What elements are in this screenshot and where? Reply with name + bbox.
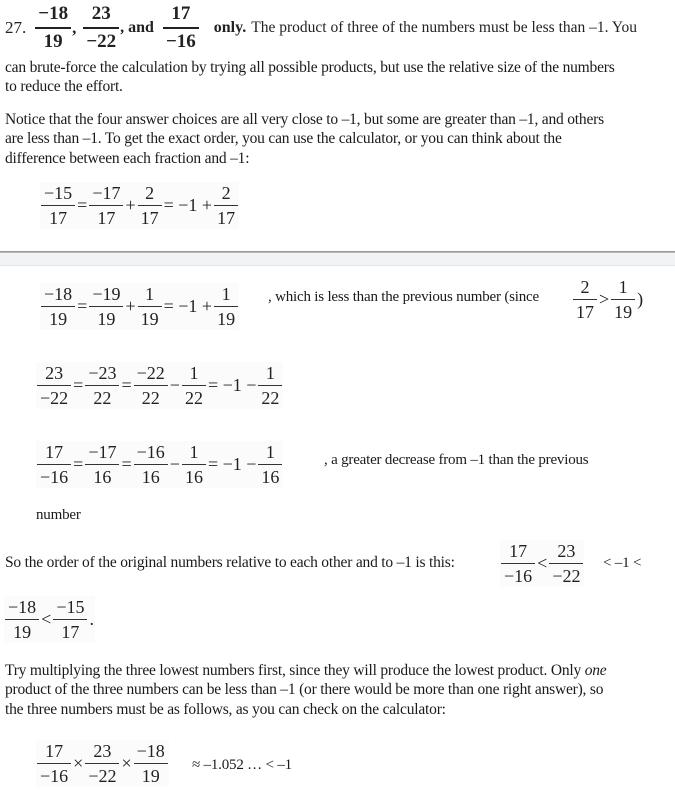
notice-line-2: are less than –1. To get the exact order, you can use the calculator, or you can think about the [5,130,562,147]
equation-4-comment-cont: number [36,507,81,523]
intro-line-2: can brute-force the calculation by trying all possible products, but use the relative size of the numbers [5,59,615,76]
order-expression-part-2: $\frac{-18}{19}$ < $\frac{-15}{17}$ . [4,596,95,643]
comparison-2-17-gt-1-19: $\frac{2}{17}$ > $\frac{1}{19}$ ) [572,276,644,323]
answer-fraction: $\frac{-18}{19}$ [35,2,71,54]
equation-4-comment: , a greater decrease from –1 than the previous [324,452,589,468]
product-expression: $\frac{17}{-16}$ × $\frac{23}{-22}$ × $\frac{-18}{19}$ [36,740,169,787]
equation-17-over-minus16: $\frac{17}{-16}$ = $\frac{-17}{16}$ = $\frac{-16}{16}$ − $\frac{1}{16}$ = −1 − $\frac{1}{16}$ [36,441,283,488]
product-result: ≈ –1.052 … < –1 [192,757,292,773]
conclusion-line-3: the three numbers must be as follows, as you can check on the calculator: [5,701,446,718]
notice-line-3: difference between each fraction and –1: [5,150,250,167]
conclusion-line-1: Try multiplying the three lowest numbers first, since they will produce the lowest product. Only one [5,662,607,679]
question-header: 27. $\frac{-18}{19}$ , $\frac{23}{-22}$ , and $\frac{17}{-16}$ only. The product of three of the numbers must be less than –1. You [5,3,637,52]
order-mid: < –1 < [603,555,642,571]
equation-minus15-over-17: $\frac{-15}{17}$ = $\frac{-17}{17}$ + $\frac{2}{17}$ = −1 + $\frac{2}{17}$ [40,182,239,229]
equation-minus18-over-19: $\frac{-18}{19}$ = $\frac{-19}{19}$ + $\frac{1}{19}$ = −1 + $\frac{1}{19}$ [40,283,239,330]
equation-2-comment: , which is less than the previous number (since [268,289,539,305]
conclusion-line-2: product of the three numbers can be less than –1 (or there would be more than one right answer), so [5,681,604,698]
page-gap [0,253,675,266]
question-number: 27. [5,17,27,37]
answer-fraction: $\frac{23}{-22}$ [83,2,119,54]
intro-line-3: to reduce the effort. [5,78,123,95]
order-text: So the order of the original numbers relative to each other and to –1 is this: [5,554,455,571]
notice-line-1: Notice that the four answer choices are all very close to –1, but some are greater than –1, and others [5,111,604,128]
equation-23-over-minus22: $\frac{23}{-22}$ = $\frac{-23}{22}$ = $\frac{-22}{22}$ − $\frac{1}{22}$ = −1 − $\frac{1}{22}$ [36,362,283,409]
intro-text: The product of three of the numbers must be less than –1. You [251,18,637,36]
order-expression-part-1: $\frac{17}{-16}$ < $\frac{23}{-22}$ [500,540,584,587]
answer-fraction: $\frac{17}{-16}$ [163,2,199,54]
only-label: only. [213,18,247,36]
